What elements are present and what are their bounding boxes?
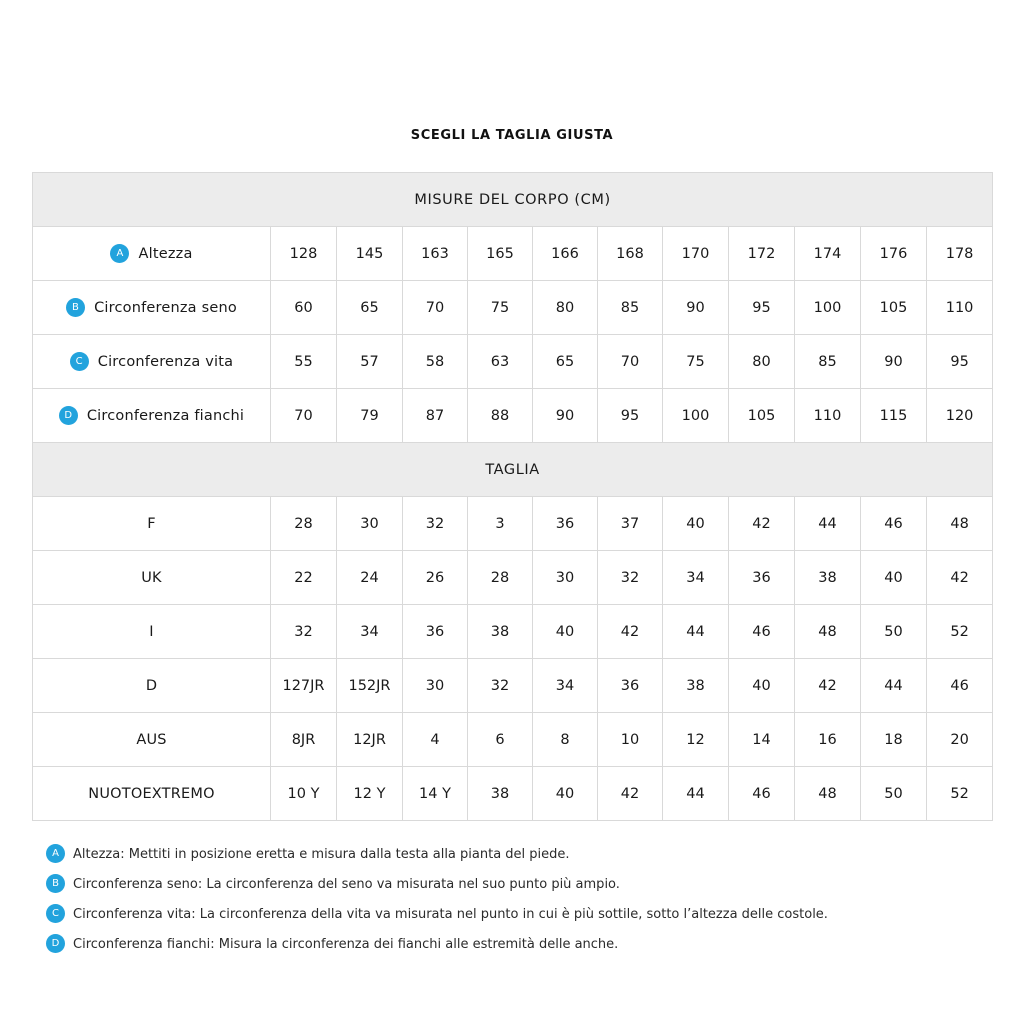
cell: 32 (598, 551, 663, 605)
note-item (46, 845, 986, 864)
cell: 165 (468, 227, 533, 281)
note-text: Altezza: Mettiti in posizione eretta e misura dalla testa alla pianta del piede. (73, 847, 570, 862)
cell: 16 (795, 713, 861, 767)
cell: 10 Y (271, 767, 337, 821)
cell: 127JR (271, 659, 337, 713)
cell: 40 (663, 497, 729, 551)
cell: 44 (663, 605, 729, 659)
marker-b-icon: B (66, 298, 85, 317)
cell: 44 (795, 497, 861, 551)
cell: 46 (927, 659, 993, 713)
cell: 58 (403, 335, 468, 389)
cell: 44 (861, 659, 927, 713)
marker-c-icon: C (70, 352, 89, 371)
cell: 24 (337, 551, 403, 605)
row-label-text: Circonferenza vita (97, 353, 234, 370)
cell: 48 (795, 767, 861, 821)
table-row (33, 281, 993, 335)
cell: 90 (533, 389, 598, 443)
cell: 90 (663, 281, 729, 335)
cell: 178 (927, 227, 993, 281)
cell: 55 (271, 335, 337, 389)
cell: 40 (533, 767, 598, 821)
cell: 110 (927, 281, 993, 335)
cell: 52 (927, 767, 993, 821)
cell: 75 (468, 281, 533, 335)
table-row (33, 767, 993, 821)
section-header-body-measures (33, 173, 993, 227)
marker-b-icon: B (46, 874, 65, 893)
note-item (46, 935, 986, 954)
cell: 30 (533, 551, 598, 605)
section-header-size (33, 443, 993, 497)
cell: 12 (663, 713, 729, 767)
cell: 85 (795, 335, 861, 389)
row-label-circonferenza-fianchi (33, 389, 271, 443)
cell: 22 (271, 551, 337, 605)
cell: 42 (927, 551, 993, 605)
cell: 90 (861, 335, 927, 389)
row-label-f (33, 497, 271, 551)
cell: 37 (598, 497, 663, 551)
cell: 6 (468, 713, 533, 767)
cell: 32 (271, 605, 337, 659)
cell: 166 (533, 227, 598, 281)
cell: 28 (271, 497, 337, 551)
cell: 105 (861, 281, 927, 335)
cell: 14 (729, 713, 795, 767)
table-row (33, 335, 993, 389)
cell: 100 (795, 281, 861, 335)
row-label-text: NUOTOEXTREMO (88, 785, 215, 802)
note-text: Circonferenza vita: La circonferenza della vita va misurata nel punto in cui è più sottile, sotto l’altezza delle costole. (73, 907, 828, 922)
cell: 42 (598, 605, 663, 659)
cell: 12JR (337, 713, 403, 767)
cell: 46 (861, 497, 927, 551)
row-label-i (33, 605, 271, 659)
cell: 172 (729, 227, 795, 281)
cell: 145 (337, 227, 403, 281)
row-label-text: Circonferenza fianchi (86, 407, 245, 424)
measurement-notes (46, 845, 986, 965)
size-chart-table-container (32, 172, 993, 821)
cell: 48 (795, 605, 861, 659)
cell: 38 (468, 767, 533, 821)
section-header-label: MISURE DEL CORPO (CM) (33, 173, 993, 227)
cell: 10 (598, 713, 663, 767)
marker-c-icon: C (46, 904, 65, 923)
table-row (33, 227, 993, 281)
cell: 176 (861, 227, 927, 281)
cell: 60 (271, 281, 337, 335)
cell: 34 (337, 605, 403, 659)
cell: 4 (403, 713, 468, 767)
row-label-text: I (149, 623, 154, 640)
cell: 174 (795, 227, 861, 281)
cell: 36 (729, 551, 795, 605)
cell: 105 (729, 389, 795, 443)
marker-d-icon: D (59, 406, 78, 425)
cell: 50 (861, 605, 927, 659)
cell: 80 (729, 335, 795, 389)
cell: 34 (663, 551, 729, 605)
cell: 36 (533, 497, 598, 551)
cell: 95 (598, 389, 663, 443)
cell: 79 (337, 389, 403, 443)
row-label-text: Altezza (138, 245, 193, 262)
cell: 34 (533, 659, 598, 713)
marker-a-icon: A (46, 844, 65, 863)
cell: 65 (337, 281, 403, 335)
table-row (33, 551, 993, 605)
cell: 14 Y (403, 767, 468, 821)
cell: 8 (533, 713, 598, 767)
cell: 18 (861, 713, 927, 767)
cell: 38 (795, 551, 861, 605)
cell: 40 (533, 605, 598, 659)
cell: 8JR (271, 713, 337, 767)
row-label-text: AUS (136, 731, 167, 748)
cell: 168 (598, 227, 663, 281)
note-text: Circonferenza fianchi: Misura la circonferenza dei fianchi alle estremità delle anche. (73, 937, 619, 952)
cell: 95 (927, 335, 993, 389)
cell: 80 (533, 281, 598, 335)
table-row (33, 497, 993, 551)
cell: 88 (468, 389, 533, 443)
row-label-text: F (147, 515, 156, 532)
marker-d-icon: D (46, 934, 65, 953)
cell: 38 (663, 659, 729, 713)
cell: 3 (468, 497, 533, 551)
cell: 46 (729, 605, 795, 659)
section-header-label: TAGLIA (33, 443, 993, 497)
cell: 42 (729, 497, 795, 551)
row-label-altezza (33, 227, 271, 281)
cell: 28 (468, 551, 533, 605)
cell: 50 (861, 767, 927, 821)
row-label-uk (33, 551, 271, 605)
cell: 36 (598, 659, 663, 713)
cell: 12 Y (337, 767, 403, 821)
cell: 36 (403, 605, 468, 659)
table-row (33, 659, 993, 713)
cell: 44 (663, 767, 729, 821)
cell: 95 (729, 281, 795, 335)
cell: 40 (861, 551, 927, 605)
table-row (33, 713, 993, 767)
note-text: Circonferenza seno: La circonferenza del seno va misurata nel suo punto più ampio. (73, 877, 620, 892)
cell: 85 (598, 281, 663, 335)
note-item (46, 905, 986, 924)
cell: 26 (403, 551, 468, 605)
cell: 75 (663, 335, 729, 389)
table-row (33, 389, 993, 443)
cell: 63 (468, 335, 533, 389)
cell: 152JR (337, 659, 403, 713)
cell: 42 (598, 767, 663, 821)
cell: 120 (927, 389, 993, 443)
row-label-circonferenza-vita (33, 335, 271, 389)
cell: 32 (468, 659, 533, 713)
cell: 115 (861, 389, 927, 443)
cell: 42 (795, 659, 861, 713)
marker-a-icon: A (110, 244, 129, 263)
cell: 46 (729, 767, 795, 821)
row-label-text: UK (141, 569, 162, 586)
cell: 110 (795, 389, 861, 443)
row-label-circonferenza-seno (33, 281, 271, 335)
cell: 32 (403, 497, 468, 551)
cell: 48 (927, 497, 993, 551)
note-item (46, 875, 986, 894)
cell: 65 (533, 335, 598, 389)
row-label-text: D (145, 677, 158, 694)
cell: 70 (403, 281, 468, 335)
cell: 87 (403, 389, 468, 443)
table-row (33, 605, 993, 659)
cell: 70 (271, 389, 337, 443)
cell: 57 (337, 335, 403, 389)
cell: 38 (468, 605, 533, 659)
cell: 70 (598, 335, 663, 389)
page-title: SCEGLI LA TAGLIA GIUSTA (410, 128, 614, 143)
cell: 40 (729, 659, 795, 713)
row-label-aus (33, 713, 271, 767)
row-label-d (33, 659, 271, 713)
cell: 30 (337, 497, 403, 551)
cell: 20 (927, 713, 993, 767)
cell: 163 (403, 227, 468, 281)
cell: 100 (663, 389, 729, 443)
cell: 128 (271, 227, 337, 281)
row-label-text: Circonferenza seno (94, 299, 237, 316)
cell: 170 (663, 227, 729, 281)
row-label-nuotoextremo (33, 767, 271, 821)
cell: 30 (403, 659, 468, 713)
cell: 52 (927, 605, 993, 659)
size-chart-table (32, 172, 993, 821)
